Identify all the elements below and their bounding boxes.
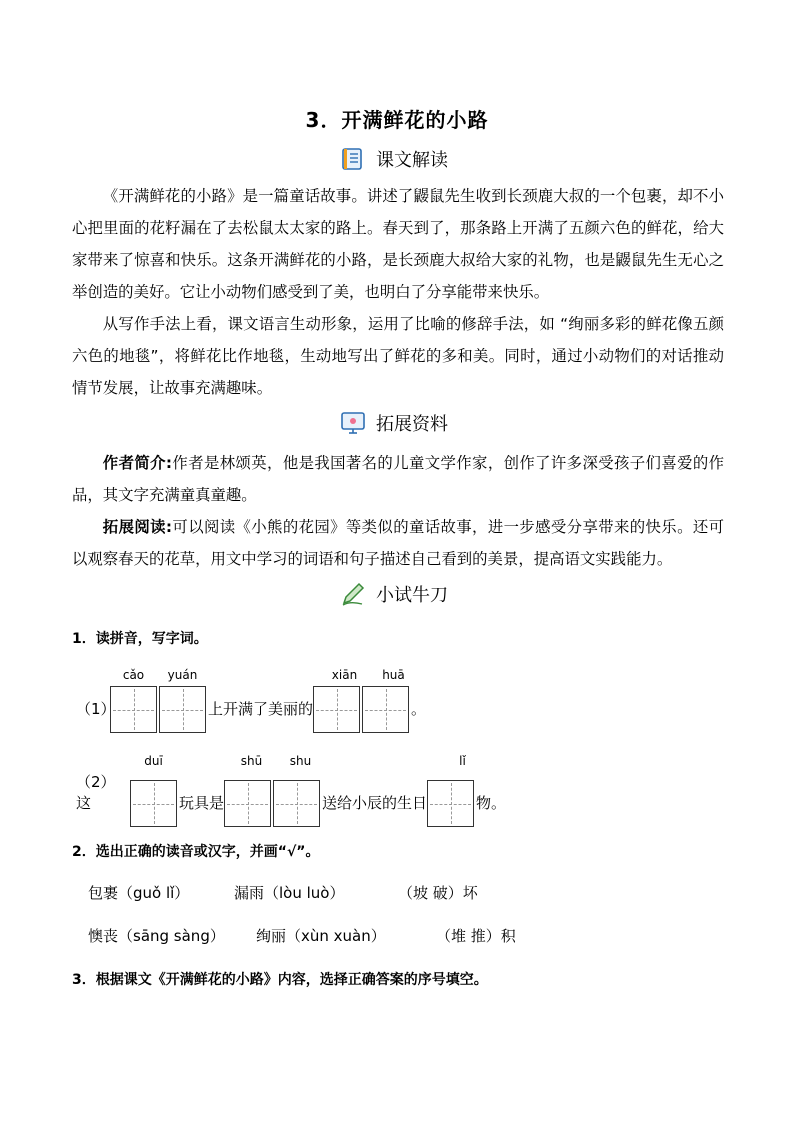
sentence-end: 。 bbox=[411, 700, 427, 718]
section-extension-title: 拓展资料 bbox=[376, 414, 448, 435]
pinyin-label: huā bbox=[382, 668, 405, 682]
choice-item[interactable]: 懊丧（sāng sàng） bbox=[88, 927, 225, 945]
section-reading-title: 课文解读 bbox=[376, 150, 448, 171]
pinyin-label: yuán bbox=[167, 668, 198, 682]
question-3: 3．根据课文《开满鲜花的小路》内容，选择正确答案的序号填空。 bbox=[72, 972, 488, 988]
writing-box[interactable] bbox=[273, 780, 320, 827]
item-number: （2）这 bbox=[76, 773, 116, 812]
fill-row-1 bbox=[76, 686, 426, 733]
writing-box[interactable] bbox=[362, 686, 409, 733]
extended-reading-text: 可以阅读《小熊的花园》等类似的童话故事，进一步感受分享带来的快乐。还可以观察春天的花草，用文中学习的词语和句子描述自己看到的美景，提高语文实践能力。 bbox=[72, 518, 724, 568]
sentence-text: 送给小辰的生日 bbox=[322, 794, 428, 812]
pinyin-label: duī bbox=[144, 754, 163, 768]
section-practice-title: 小试牛刀 bbox=[376, 585, 448, 606]
question-2: 2．选出正确的读音或汉字，并画“√”。 bbox=[72, 844, 320, 860]
extended-reading-label: 拓展阅读: bbox=[102, 518, 173, 536]
writing-box[interactable] bbox=[427, 780, 474, 827]
choice-item[interactable]: 漏雨（lòu luò） bbox=[234, 884, 345, 902]
item-number: （1） bbox=[76, 700, 116, 718]
book-icon bbox=[340, 146, 366, 172]
author-text: 作者是林颂英，他是我国著名的儿童文学作家，创作了许多深受孩子们喜爱的作品，其文字充满童真童趣。 bbox=[72, 454, 724, 504]
monitor-icon bbox=[340, 410, 366, 436]
fill-row-2 bbox=[76, 771, 506, 827]
pinyin-label: lǐ bbox=[459, 754, 466, 768]
extended-reading bbox=[72, 511, 724, 575]
writing-box[interactable] bbox=[159, 686, 206, 733]
pinyin-label: xiān bbox=[331, 668, 358, 682]
choice-item[interactable]: 绚丽（xùn xuàn） bbox=[256, 927, 386, 945]
reading-text bbox=[72, 180, 724, 404]
author-intro bbox=[72, 447, 724, 511]
reading-paragraph: 从写作手法上看，课文语言生动形象，运用了比喻的修辞手法，如 “绚丽多彩的鲜花像五颜六色的地毯”，将鲜花比作地毯，生动地写出了鲜花的多和美。同时，通过小动物们的对话推动情节发展，让故事充满趣味。 bbox=[72, 315, 724, 397]
sentence-text: 玩具是 bbox=[179, 794, 225, 812]
pinyin-row-1a bbox=[110, 668, 210, 682]
sentence-end: 物。 bbox=[476, 794, 507, 812]
page-title: 3．开满鲜花的小路 bbox=[305, 108, 489, 132]
reading-paragraph: 《开满鲜花的小路》是一篇童话故事。讲述了鼹鼠先生收到长颈鹿大叔的一个包裹，却不小心把里面的花籽漏在了去松鼠太太家的路上。春天到了，那条路上开满了五颜六色的鲜花，给大家带来了惊喜和快乐。这条开满鲜花的小路，是长颈鹿大叔给大家的礼物，也是鼹鼠先生无心之举创造的美好。它让小动物们感受到了美，也明白了分享能带来快乐。 bbox=[72, 187, 724, 301]
choice-item[interactable]: （坡 破）坏 bbox=[398, 884, 478, 902]
extension-text bbox=[72, 447, 724, 575]
section-extension-heading bbox=[340, 410, 448, 436]
writing-box[interactable] bbox=[130, 780, 177, 827]
section-reading-heading bbox=[340, 146, 448, 172]
writing-box[interactable] bbox=[313, 686, 360, 733]
author-label: 作者简介: bbox=[102, 454, 173, 472]
choice-item[interactable]: （堆 推）积 bbox=[436, 927, 516, 945]
choice-item[interactable]: 包裹（guǒ lǐ） bbox=[88, 884, 190, 902]
pinyin-label: shū bbox=[240, 754, 263, 768]
writing-box[interactable] bbox=[110, 686, 157, 733]
sentence-text: 上开满了美丽的 bbox=[208, 700, 314, 718]
section-practice-heading bbox=[340, 581, 448, 607]
pinyin-label: cǎo bbox=[122, 668, 145, 682]
pinyin-row-1b bbox=[321, 668, 421, 682]
pinyin-label: shu bbox=[289, 754, 312, 768]
pen-icon bbox=[340, 581, 366, 607]
writing-box[interactable] bbox=[224, 780, 271, 827]
question-1: 1．读拼音，写字词。 bbox=[72, 631, 208, 647]
